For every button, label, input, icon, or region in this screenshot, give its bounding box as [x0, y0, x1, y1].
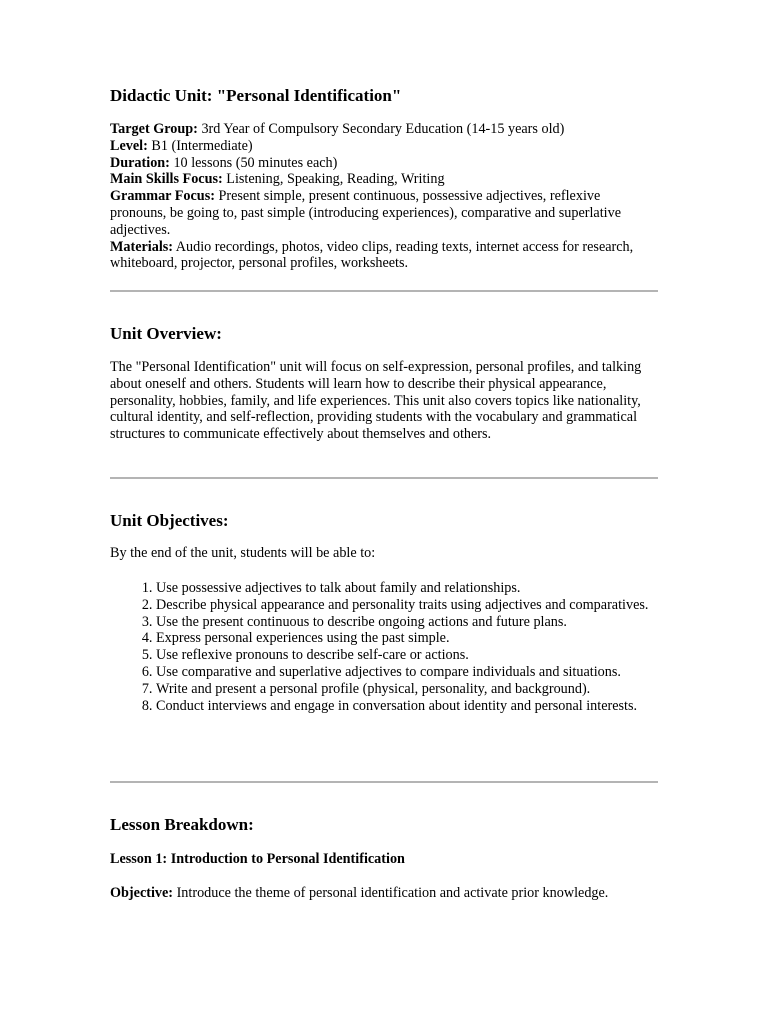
- meta-target-group: [110, 121, 658, 138]
- objective-item: 5. Use reflexive pronouns to describe self-care or actions.: [156, 647, 658, 664]
- meta-level: [110, 138, 658, 155]
- objective-item: 1. Use possessive adjectives to talk about family and relationships.: [156, 580, 658, 597]
- objective-item: 7. Write and present a personal profile (physical, personality, and background).: [156, 681, 658, 698]
- objective-item: 3. Use the present continuous to describe ongoing actions and future plans.: [156, 614, 658, 631]
- objectives-list: [110, 580, 658, 714]
- meta-value: 3rd Year of Compulsory Secondary Education (14-15 years old): [197, 121, 565, 137]
- meta-value: Audio recordings, photos, video clips, reading texts, internet access for research, whiteboard, projector, personal profiles, worksheets.: [110, 238, 634, 272]
- horizontal-divider: [110, 290, 658, 292]
- horizontal-divider: [110, 477, 658, 479]
- objective-label: Objective:: [110, 885, 174, 901]
- overview-heading: Unit Overview:: [110, 324, 222, 343]
- objectives-intro: By the end of the unit, students will be able to:: [110, 545, 376, 561]
- meta-label: Duration:: [110, 154, 170, 171]
- objectives-heading: Unit Objectives:: [110, 511, 229, 530]
- objective-text: Introduce the theme of personal identification and activate prior knowledge.: [173, 885, 609, 901]
- lesson-1-objective: [110, 885, 608, 902]
- meta-materials: [110, 239, 658, 273]
- document-title: Didactic Unit: "Personal Identification": [110, 86, 402, 105]
- unit-meta: [110, 121, 658, 272]
- meta-value: Listening, Speaking, Reading, Writing: [222, 171, 445, 188]
- meta-value: Present simple, present continuous, possessive adjectives, reflexive pronouns, be going to, past simple (introducing experiences), comparative and superlative adjectives.: [110, 188, 621, 238]
- meta-label: Target Group:: [110, 121, 198, 137]
- objective-item: 6. Use comparative and superlative adjectives to compare individuals and situations.: [156, 664, 658, 681]
- lesson-1-title: Lesson 1: Introduction to Personal Identification: [110, 851, 405, 867]
- objective-item: 4. Express personal experiences using the past simple.: [156, 630, 658, 647]
- horizontal-divider: [110, 781, 658, 783]
- meta-grammar: [110, 188, 658, 238]
- meta-label: Grammar Focus:: [110, 188, 215, 205]
- meta-duration: [110, 155, 658, 172]
- meta-label: Level:: [110, 137, 148, 154]
- overview-text: The "Personal Identification" unit will focus on self-expression, personal profiles, and talking about oneself and others. Students will learn how to describe their physical appearance, personality, hobbies, family, and life experiences. This unit also covers topics like nationality, cultural identity, and self-reflection, providing students with the vocabulary and grammatical structures to communicate effectively about themselves and others.: [110, 359, 642, 443]
- objective-item: 2. Describe physical appearance and personality traits using adjectives and comparatives.: [156, 597, 658, 614]
- meta-skills: [110, 171, 658, 188]
- meta-label: Main Skills Focus:: [110, 171, 223, 188]
- meta-value: B1 (Intermediate): [147, 137, 253, 154]
- objective-item: 8. Conduct interviews and engage in conversation about identity and personal interests.: [156, 698, 658, 715]
- breakdown-heading: Lesson Breakdown:: [110, 815, 254, 834]
- meta-label: Materials:: [110, 238, 174, 255]
- meta-value: 10 lessons (50 minutes each): [169, 154, 338, 171]
